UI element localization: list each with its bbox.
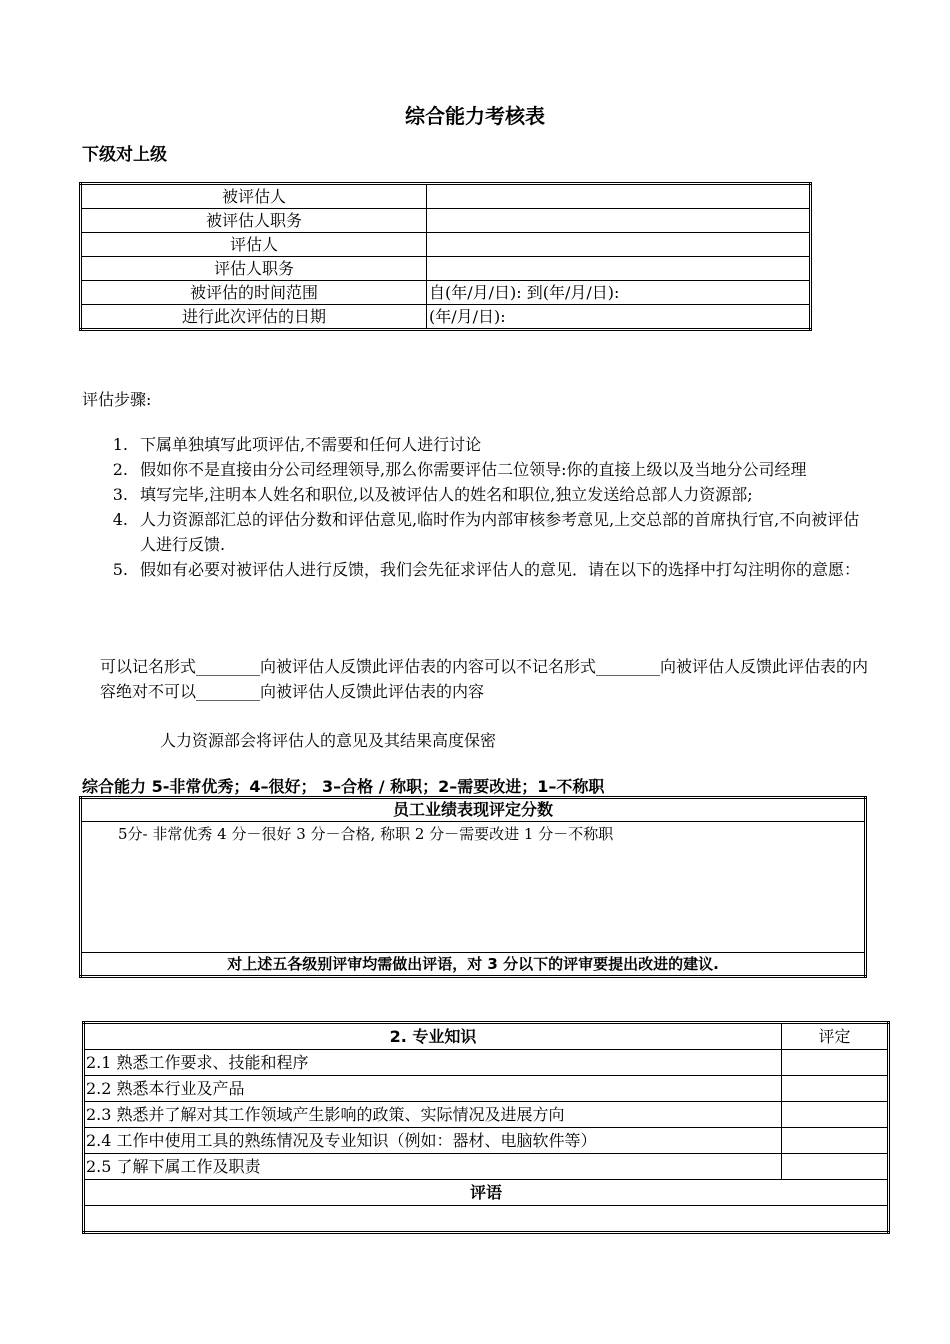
feedback-options: 可以记名形式________向被评估人反馈此评估表的内容可以不记名形式________向被评估人反馈此评估表的内容绝对不可以________向被评估人反馈此评估表的内容 (100, 657, 869, 701)
info-value-field[interactable] (427, 233, 811, 257)
info-value-field[interactable] (427, 257, 811, 281)
knowledge-item: 2.4 工作中使用工具的熟练情况及专业知识（例如：器材、电脑软件等） (84, 1128, 782, 1154)
step-text: 假如你不是直接由分公司经理领导,那么你需要评估二位领导:你的直接上级以及当地分公司经理 (140, 460, 807, 479)
step-item (106, 507, 871, 557)
info-label: 被评估的时间范围 (81, 281, 427, 305)
rating-cell[interactable] (782, 1050, 889, 1076)
knowledge-row (84, 1076, 889, 1102)
info-row (81, 209, 811, 233)
info-value-field[interactable] (427, 209, 811, 233)
knowledge-item: 2.3 熟悉并了解对其工作领域产生影响的政策、实际情况及进展方向 (84, 1102, 782, 1128)
info-row (81, 257, 811, 281)
score-table (79, 796, 867, 978)
confidentiality-note: 人力资源部会将评估人的意见及其结果高度保密 (160, 731, 497, 750)
knowledge-item: 2.1 熟悉工作要求、技能和程序 (84, 1050, 782, 1076)
knowledge-item: 2.5 了解下属工作及职责 (84, 1154, 782, 1180)
comment-field[interactable] (84, 1206, 889, 1233)
step-text: 下属单独填写此项评估,不需要和任何人进行讨论 (140, 435, 482, 454)
info-table (79, 182, 812, 331)
steps-list (106, 432, 871, 582)
step-number: 3. (112, 485, 128, 504)
step-item (106, 557, 871, 582)
step-text: 填写完毕,注明本人姓名和职位,以及被评估人的姓名和职位,独立发送给总部人力资源部; (140, 485, 753, 504)
info-value-field[interactable]: (年/月/日): (427, 305, 811, 330)
step-number: 1. (112, 435, 128, 454)
info-row (81, 184, 811, 209)
score-table-header: 员工业绩表现评定分数 (81, 798, 866, 822)
info-label: 进行此次评估的日期 (81, 305, 427, 330)
knowledge-row (84, 1128, 889, 1154)
step-item (106, 432, 871, 457)
rating-cell[interactable] (782, 1128, 889, 1154)
rating-cell[interactable] (782, 1154, 889, 1180)
step-item (106, 482, 871, 507)
knowledge-row (84, 1050, 889, 1076)
step-number: 4. (112, 510, 128, 529)
score-table-body: 5分- 非常优秀 4 分－很好 3 分－合格, 称职 2 分－需要改进 1 分－不称职 (81, 822, 866, 953)
knowledge-table (82, 1021, 890, 1234)
page-title: 综合能力考核表 (405, 104, 545, 128)
rating-cell[interactable] (782, 1076, 889, 1102)
info-label: 评估人职务 (81, 257, 427, 281)
step-item (106, 457, 871, 482)
info-row (81, 305, 811, 330)
page-subtitle: 下级对上级 (82, 145, 167, 165)
step-number: 5. (112, 560, 128, 579)
info-row (81, 281, 811, 305)
info-value-field[interactable]: 自(年/月/日): 到(年/月/日): (427, 281, 811, 305)
info-label: 被评估人 (81, 184, 427, 209)
info-label: 评估人 (81, 233, 427, 257)
rating-scale: 综合能力 5-非常优秀；4–很好； 3–合格 / 称职；2–需要改进；1–不称职 (82, 777, 605, 796)
info-row (81, 233, 811, 257)
info-label: 被评估人职务 (81, 209, 427, 233)
step-number: 2. (112, 460, 128, 479)
rating-cell[interactable] (782, 1102, 889, 1128)
rating-header: 评定 (782, 1023, 889, 1050)
step-text: 人力资源部汇总的评估分数和评估意见,临时作为内部审核参考意见,上交总部的首席执行官,不向被评估人进行反馈. (140, 510, 860, 554)
score-table-footer: 对上述五各级别评审均需做出评语，对 3 分以下的评审要提出改进的建议. (81, 953, 866, 977)
knowledge-row (84, 1154, 889, 1180)
knowledge-row (84, 1102, 889, 1128)
knowledge-item: 2.2 熟悉本行业及产品 (84, 1076, 782, 1102)
step-text: 假如有必要对被评估人进行反馈，我们会先征求评估人的意见．请在以下的选择中打勾注明你的意愿： (140, 560, 861, 579)
info-value-field[interactable] (427, 184, 811, 209)
steps-heading: 评估步骤: (82, 390, 152, 409)
knowledge-header: 2. 专业知识 (84, 1023, 782, 1050)
comment-header: 评语 (84, 1180, 889, 1206)
